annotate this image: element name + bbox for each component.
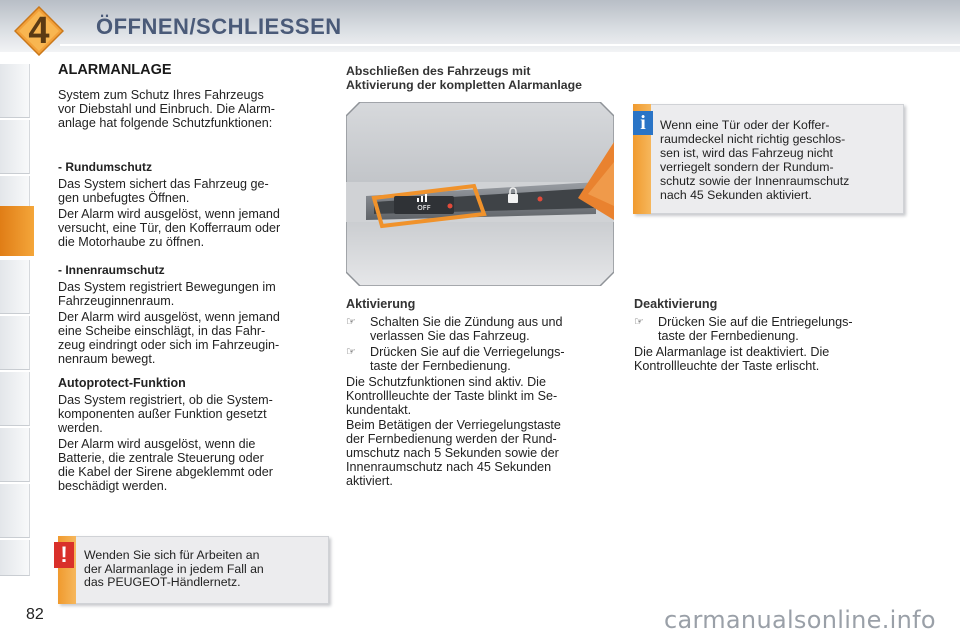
chapter-tab[interactable] <box>0 372 30 426</box>
text-line: die Motorhaube zu öffnen. <box>58 235 205 249</box>
text-line: Das System registriert Bewegungen im <box>58 280 276 294</box>
interior-paragraph-2 <box>58 310 326 366</box>
photo-button-label: OFF <box>417 204 431 212</box>
text-line: Das System sichert das Fahrzeug ge- <box>58 177 269 191</box>
chapter-tab[interactable] <box>0 540 30 576</box>
text-line: umschutz nach 5 Sekunden sowie der <box>346 446 559 460</box>
text-line: Wenden Sie sich für Arbeiten an <box>84 548 260 562</box>
text-line: Das System registriert, ob die System- <box>58 393 273 407</box>
text-line: Kontrollleuchte der Taste blinkt im Se- <box>346 389 558 403</box>
text-line: sen ist, wird das Fahrzeug nicht <box>660 146 833 160</box>
chapter-tab[interactable] <box>0 64 30 118</box>
text-line: Die Alarmanlage ist deaktiviert. Die <box>634 345 830 359</box>
text-line: taste der Fernbedienung. <box>370 359 511 373</box>
deactivation-paragraph <box>634 345 904 373</box>
text-line: gen unbefugtes Öffnen. <box>58 191 190 205</box>
info-icon: i <box>633 111 653 135</box>
perimeter-paragraph-1 <box>58 177 326 205</box>
text-line: zeug eindringt oder sich im Fahrzeugin- <box>58 338 280 352</box>
alarm-section-title: ALARMANLAGE <box>58 62 172 78</box>
activation-paragraph-2 <box>346 418 614 488</box>
activation-heading: Aktivierung <box>346 297 416 311</box>
text-line: System zum Schutz Ihres Fahrzeugs <box>58 88 264 102</box>
chapter-tabs <box>0 64 34 580</box>
header-divider <box>60 44 960 46</box>
text-line: die Kabel der Sirene abgeklemmt oder <box>58 465 273 479</box>
activation-paragraph-1 <box>346 375 614 417</box>
text-line: Innenraumschutz nach 45 Sekunden <box>346 460 552 474</box>
chapter-tab[interactable] <box>0 260 30 314</box>
info-text <box>660 118 896 202</box>
text-line: komponenten außer Funktion gesetzt <box>58 407 267 421</box>
chapter-tab[interactable] <box>0 120 30 174</box>
text-line: schutz sowie der Innenraumschutz <box>660 174 850 188</box>
text-line: verriegelt sondern der Rundum- <box>660 160 834 174</box>
lock-section-title <box>346 64 582 92</box>
chapter-tab[interactable] <box>0 316 30 370</box>
pointing-hand-icon: ☞ <box>346 346 356 358</box>
warning-icon: ! <box>54 542 74 568</box>
text-line: taste der Fernbedienung. <box>658 329 799 343</box>
step-text <box>370 315 614 343</box>
perimeter-heading: - Rundumschutz <box>58 160 152 174</box>
step-text <box>370 345 614 373</box>
page-number: 82 <box>26 606 44 623</box>
perimeter-paragraph-2 <box>58 207 326 249</box>
watermark: carmanualsonline.info <box>664 606 936 634</box>
intro-paragraph <box>58 88 326 130</box>
text-line: eine Scheibe einschlägt, in das Fahr- <box>58 324 266 338</box>
text-line: Beim Betätigen der Verriegelungstaste <box>346 418 561 432</box>
alarm-button-photo <box>346 102 614 286</box>
text-line: raumdeckel nicht richtig geschlos- <box>660 132 846 146</box>
indicator-light <box>448 204 453 209</box>
text-line: nach 45 Sekunden aktiviert. <box>660 188 812 202</box>
text-line: versucht, eine Tür, den Kofferraum oder <box>58 221 281 235</box>
text-line: aktiviert. <box>346 474 393 488</box>
activation-step-1 <box>346 315 614 343</box>
warning-text <box>84 549 322 590</box>
text-line: beschädigt werden. <box>58 479 168 493</box>
chapter-tab[interactable] <box>0 484 30 538</box>
text-line: Abschließen des Fahrzeugs mit <box>346 64 531 78</box>
text-line: Die Schutzfunktionen sind aktiv. Die <box>346 375 546 389</box>
text-line: Schalten Sie die Zündung aus und <box>370 315 563 329</box>
autoprotect-paragraph-2 <box>58 437 326 493</box>
autoprotect-heading: Autoprotect-Funktion <box>58 376 186 390</box>
text-line: Der Alarm wird ausgelöst, wenn die <box>58 437 256 451</box>
text-line: Aktivierung der kompletten Alarmanlage <box>346 78 582 92</box>
page-title: ÖFFNEN/SCHLIESSEN <box>96 14 342 39</box>
chapter-tab[interactable] <box>0 428 30 482</box>
text-line: werden. <box>58 421 103 435</box>
text-line: nenraum bewegt. <box>58 352 156 366</box>
text-line: Drücken Sie auf die Entriegelungs- <box>658 315 853 329</box>
activation-step-2 <box>346 345 614 373</box>
text-line: das PEUGEOT-Händlernetz. <box>84 575 241 589</box>
text-line: Wenn eine Tür oder der Koffer- <box>660 118 830 132</box>
pointing-hand-icon: ☞ <box>634 316 644 328</box>
deactivation-step-1 <box>634 315 904 343</box>
text-line: Fahrzeuginnenraum. <box>58 294 175 308</box>
chapter-tab-active[interactable] <box>0 206 34 256</box>
text-line: Der Alarm wird ausgelöst, wenn jemand <box>58 310 280 324</box>
text-line: der Alarmanlage in jedem Fall an <box>84 561 264 576</box>
interior-heading: - Innenraumschutz <box>58 263 165 277</box>
text-line: Batterie, die zentrale Steuerung oder <box>58 451 264 465</box>
text-line: vor Diebstahl und Einbruch. Die Alarm- <box>58 102 275 116</box>
autoprotect-paragraph-1 <box>58 393 326 435</box>
interior-paragraph-1 <box>58 280 326 308</box>
text-line: verlassen Sie das Fahrzeug. <box>370 329 530 343</box>
text-line: Drücken Sie auf die Verriegelungs- <box>370 345 565 359</box>
text-line: anlage hat folgende Schutzfunktionen: <box>58 116 273 130</box>
text-line: der Fernbedienung werden der Rund- <box>346 432 557 446</box>
text-line: Der Alarm wird ausgelöst, wenn jemand <box>58 207 280 221</box>
text-line: Kontrollleuchte der Taste erlischt. <box>634 359 820 373</box>
text-line: kundentakt. <box>346 403 412 417</box>
deactivation-heading: Deaktivierung <box>634 297 718 311</box>
pointing-hand-icon: ☞ <box>346 316 356 328</box>
chapter-number: 4 <box>28 10 50 52</box>
indicator-light <box>538 197 543 202</box>
step-text <box>658 315 904 343</box>
